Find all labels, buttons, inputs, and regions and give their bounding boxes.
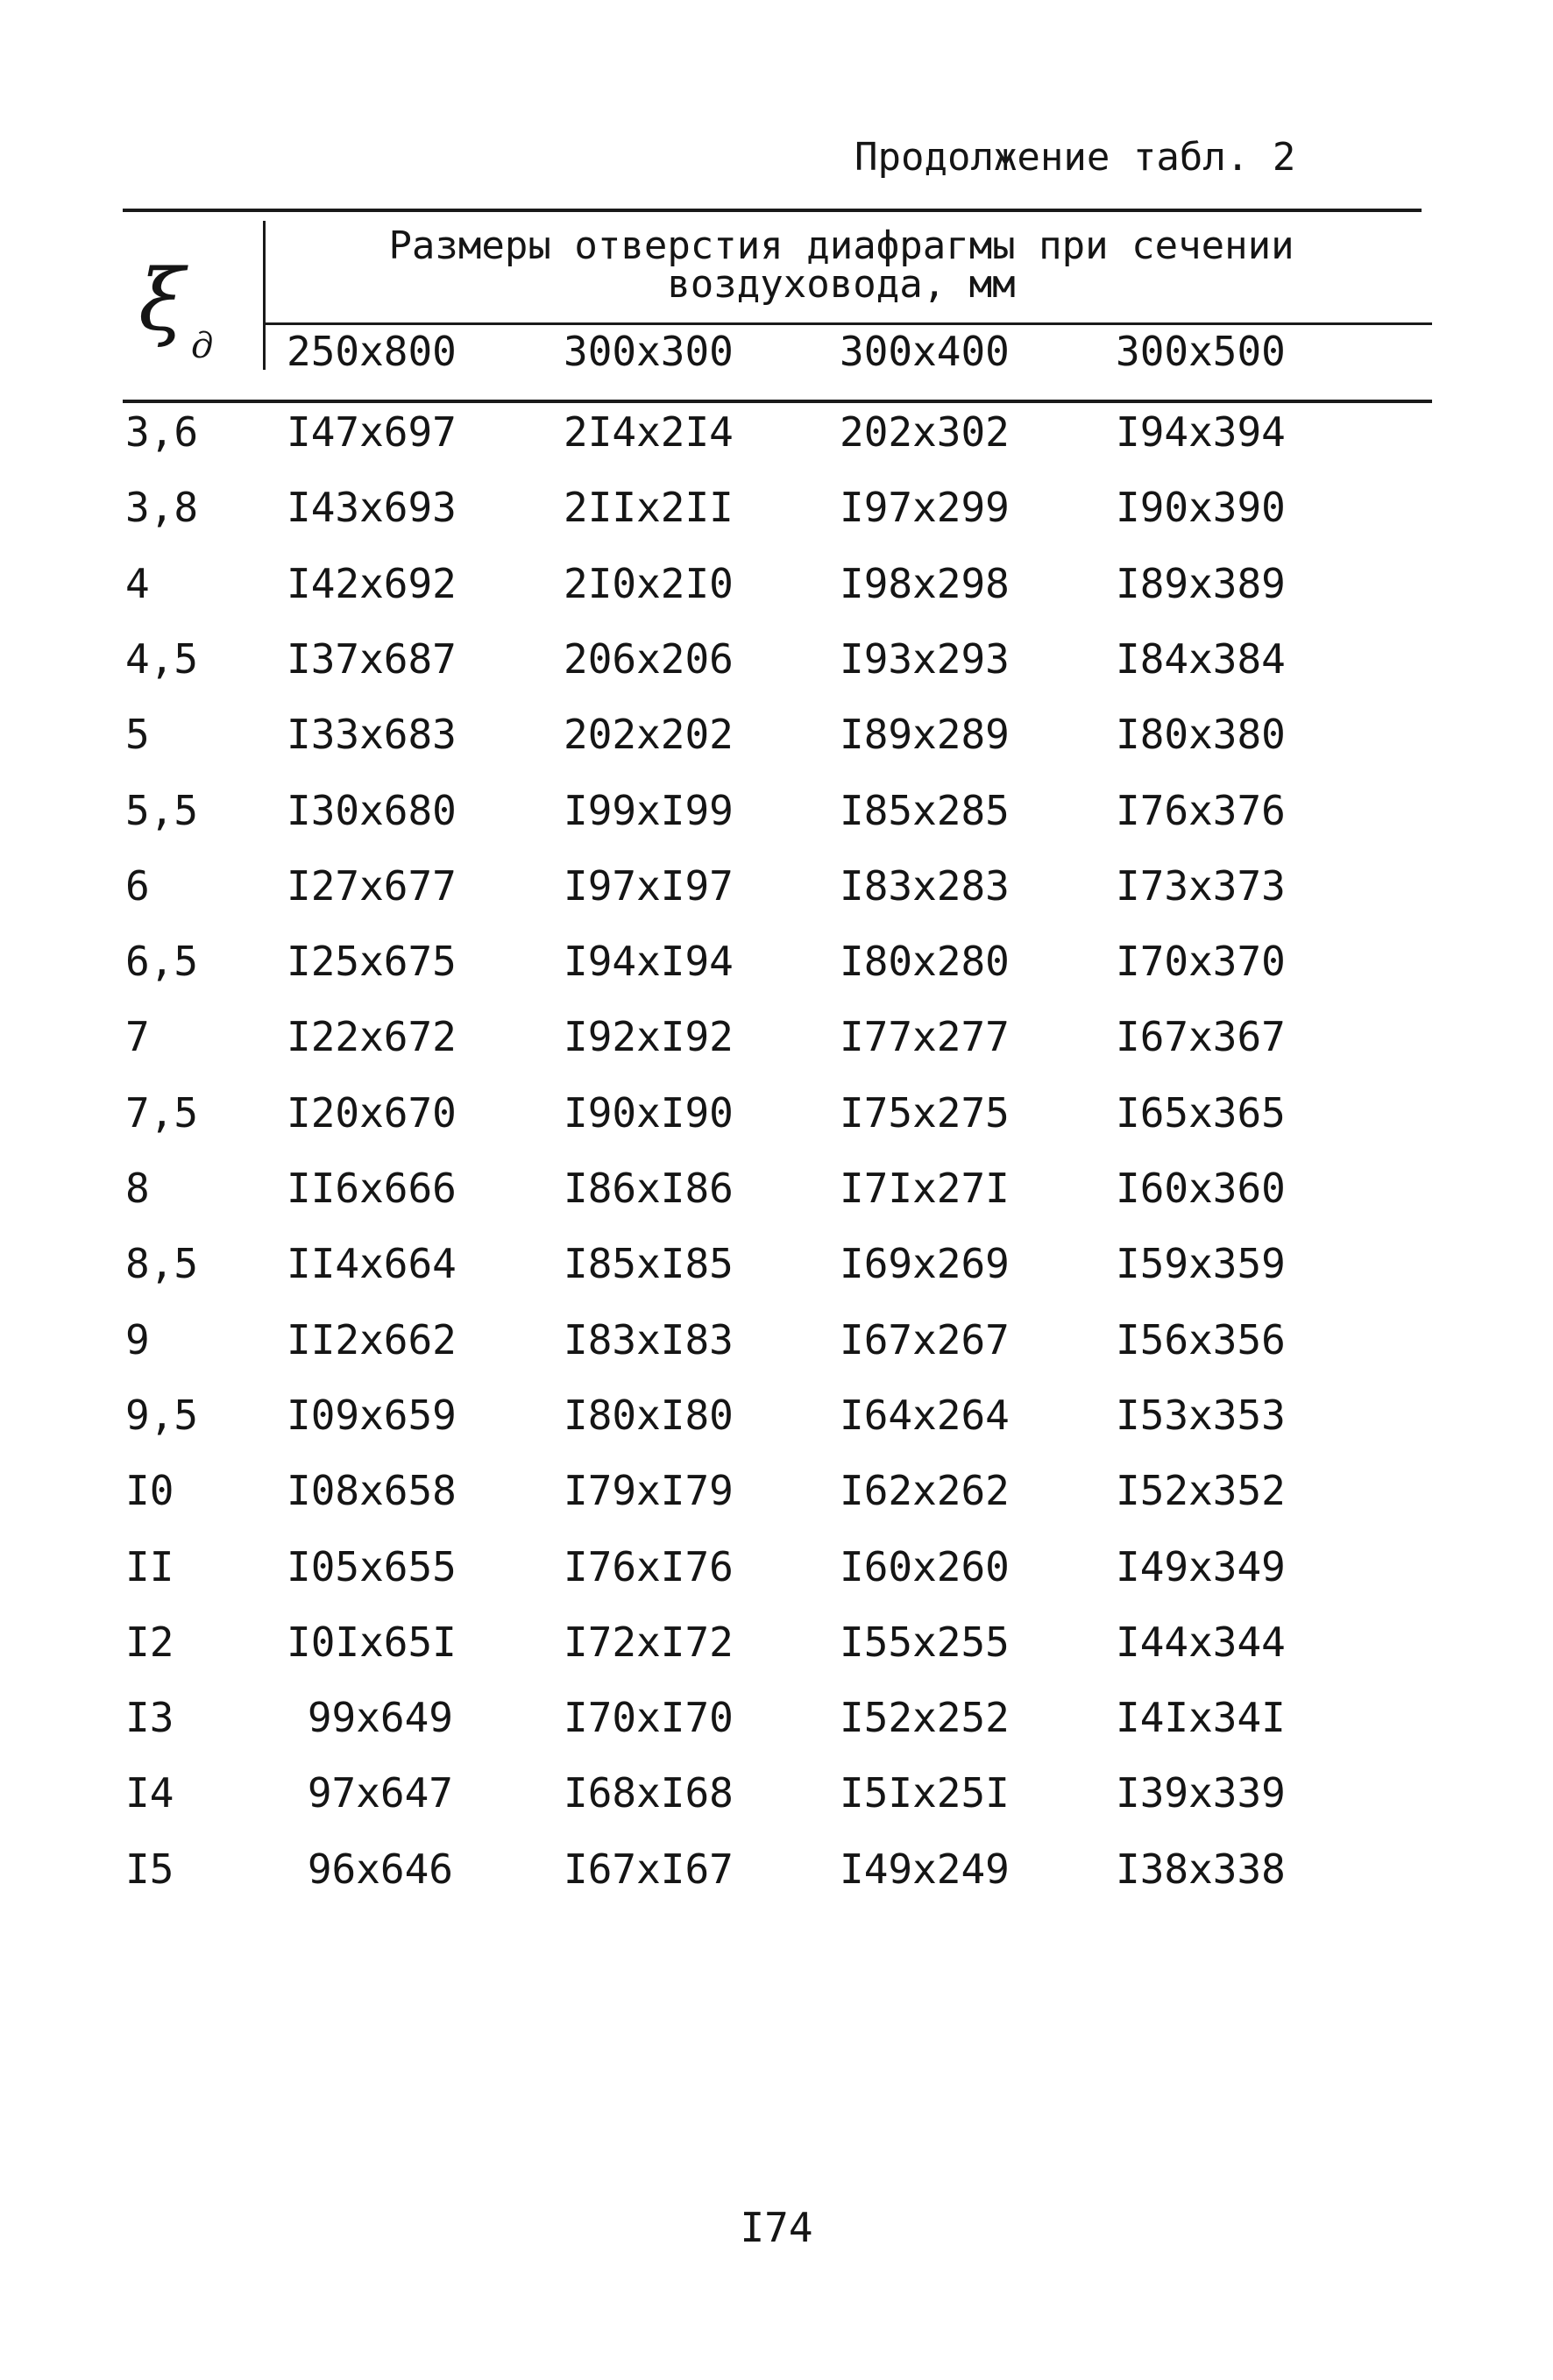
cell-size-300x300: I76xI76 [564,1543,734,1590]
cell-size-250x800: I30x680 [287,787,457,834]
cell-xi-value: 7,5 [125,1089,199,1137]
cell-size-250x800: I0Ix65I [287,1619,457,1666]
cell-xi-value: 3,8 [125,484,199,531]
table-row [0,1316,1553,1395]
cell-size-300x500: I89x389 [1116,560,1286,607]
cell-size-250x800: I20x670 [287,1089,457,1137]
cell-size-300x500: I70x370 [1116,938,1286,985]
cell-size-250x800: I37x687 [287,635,457,683]
header-bottom-rule [123,400,1432,403]
cell-size-300x500: I59x359 [1116,1240,1286,1287]
cell-size-300x300: I80xI80 [564,1392,734,1439]
table-row [0,711,1553,790]
cell-size-300x400: I55x255 [840,1619,1010,1666]
cell-xi-value: 3,6 [125,408,199,456]
cell-size-300x300: I99xI99 [564,787,734,834]
cell-size-250x800: II6x666 [287,1165,457,1212]
cell-size-300x500: I4Ix34I [1116,1694,1286,1741]
cell-size-300x500: I39x339 [1116,1769,1286,1817]
cell-xi-value: 5,5 [125,787,199,834]
cell-size-300x400: 202x302 [840,408,1010,456]
table-top-rule [123,209,1422,212]
table-row [0,1694,1553,1773]
cell-size-300x400: I98x298 [840,560,1010,607]
column-header-300x400: 300x400 [840,328,1010,375]
cell-size-300x300: 2I0x2I0 [564,560,734,607]
cell-size-250x800: I25x675 [287,938,457,985]
cell-size-250x800: I09x659 [287,1392,457,1439]
cell-size-300x400: I97x299 [840,484,1010,531]
cell-size-300x500: I44x344 [1116,1619,1286,1666]
table-row [0,1543,1553,1622]
table-row [0,1089,1553,1168]
cell-xi-value: 8,5 [125,1240,199,1287]
cell-size-300x400: I67x267 [840,1316,1010,1364]
cell-size-300x400: I64x264 [840,1392,1010,1439]
cell-size-300x300: I90xI90 [564,1089,734,1137]
header-column-divider [263,221,266,370]
cell-size-250x800: 99x649 [307,1694,453,1741]
cell-size-300x300: I67xI67 [564,1845,734,1893]
group-header-line-1: Размеры отверстия диафрагмы при сечении [388,223,1294,268]
cell-size-300x300: I79xI79 [564,1467,734,1514]
cell-xi-value: 8 [125,1165,150,1212]
row-header-subscript: д [191,326,214,366]
column-header-300x300: 300x300 [564,328,734,375]
cell-size-300x400: I80x280 [840,938,1010,985]
cell-size-250x800: 96x646 [307,1845,453,1893]
cell-xi-value: 6,5 [125,938,199,985]
cell-xi-value: 9 [125,1316,150,1364]
cell-size-300x300: 2I4x2I4 [564,408,734,456]
cell-size-300x300: I72xI72 [564,1619,734,1666]
cell-xi-value: I5 [125,1845,174,1893]
cell-size-300x300: I68xI68 [564,1769,734,1817]
table-row [0,408,1553,487]
table-row [0,1467,1553,1546]
cell-size-300x500: I90x390 [1116,484,1286,531]
cell-size-300x400: I83x283 [840,862,1010,910]
table-row [0,484,1553,563]
cell-xi-value: I4 [125,1769,174,1817]
cell-xi-value: 7 [125,1013,150,1060]
cell-size-300x300: 206x206 [564,635,734,683]
cell-size-250x800: I43x693 [287,484,457,531]
table-row [0,1392,1553,1470]
cell-size-300x500: I53x353 [1116,1392,1286,1439]
cell-xi-value: 4,5 [125,635,199,683]
cell-size-300x400: I52x252 [840,1694,1010,1741]
cell-size-300x300: I92xI92 [564,1013,734,1060]
cell-size-300x300: I94xI94 [564,938,734,985]
cell-xi-value: 6 [125,862,150,910]
cell-xi-value: 9,5 [125,1392,199,1439]
page-number: I74 [740,2204,813,2251]
table-row [0,1240,1553,1319]
table-row [0,1165,1553,1243]
cell-size-250x800: I27x677 [287,862,457,910]
group-header-line-2: воздуховода, мм [667,262,1016,307]
cell-size-250x800: I47x697 [287,408,457,456]
table-row [0,635,1553,714]
cell-size-300x300: I83xI83 [564,1316,734,1364]
cell-size-300x500: I56x356 [1116,1316,1286,1364]
cell-size-300x300: I70xI70 [564,1694,734,1741]
cell-xi-value: I3 [125,1694,174,1741]
cell-size-300x400: I7Ix27I [840,1165,1010,1212]
table-row [0,560,1553,639]
cell-size-300x400: I5Ix25I [840,1769,1010,1817]
cell-size-300x400: I62x262 [840,1467,1010,1514]
cell-size-250x800: I42x692 [287,560,457,607]
cell-size-300x500: I80x380 [1116,711,1286,758]
cell-xi-value: 4 [125,560,150,607]
cell-xi-value: II [125,1543,174,1590]
cell-size-300x300: 202x202 [564,711,734,758]
cell-size-300x400: I93x293 [840,635,1010,683]
cell-size-300x500: I67x367 [1116,1013,1286,1060]
column-header-300x500: 300x500 [1116,328,1286,375]
cell-xi-value: I2 [125,1619,174,1666]
cell-size-300x300: I86xI86 [564,1165,734,1212]
cell-xi-value: 5 [125,711,150,758]
cell-size-300x500: I76x376 [1116,787,1286,834]
cell-size-300x400: I69x269 [840,1240,1010,1287]
table-row [0,938,1553,1016]
table-row [0,1845,1553,1924]
cell-size-250x800: I33x683 [287,711,457,758]
cell-size-250x800: II4x664 [287,1240,457,1287]
table-row [0,1619,1553,1697]
cell-size-300x400: I77x277 [840,1013,1010,1060]
table-row [0,862,1553,941]
cell-size-300x500: I94x394 [1116,408,1286,456]
cell-size-300x400: I49x249 [840,1845,1010,1893]
column-header-250x800: 250x800 [287,328,457,375]
cell-xi-value: I0 [125,1467,174,1514]
cell-size-300x300: I85xI85 [564,1240,734,1287]
cell-size-300x500: I84x384 [1116,635,1286,683]
cell-size-300x400: I75x275 [840,1089,1010,1137]
cell-size-250x800: I22x672 [287,1013,457,1060]
group-header-underline [265,322,1432,325]
cell-size-300x500: I52x352 [1116,1467,1286,1514]
table-row [0,1769,1553,1848]
cell-size-250x800: I05x655 [287,1543,457,1590]
table-row [0,1013,1553,1092]
cell-size-300x400: I85x285 [840,787,1010,834]
cell-size-300x500: I60x360 [1116,1165,1286,1212]
cell-size-250x800: II2x662 [287,1316,457,1364]
cell-size-300x500: I49x349 [1116,1543,1286,1590]
cell-size-250x800: I08x658 [287,1467,457,1514]
cell-size-300x400: I89x289 [840,711,1010,758]
cell-size-300x300: I97xI97 [564,862,734,910]
cell-size-300x400: I60x260 [840,1543,1010,1590]
cell-size-300x500: I38x338 [1116,1845,1286,1893]
row-header-symbol: ξ [138,251,185,350]
cell-size-300x500: I73x373 [1116,862,1286,910]
table-row [0,787,1553,866]
cell-size-250x800: 97x647 [307,1769,453,1817]
table-continuation-caption: Продолжение табл. 2 [855,135,1296,180]
cell-size-300x500: I65x365 [1116,1089,1286,1137]
cell-size-300x300: 2IIx2II [564,484,734,531]
